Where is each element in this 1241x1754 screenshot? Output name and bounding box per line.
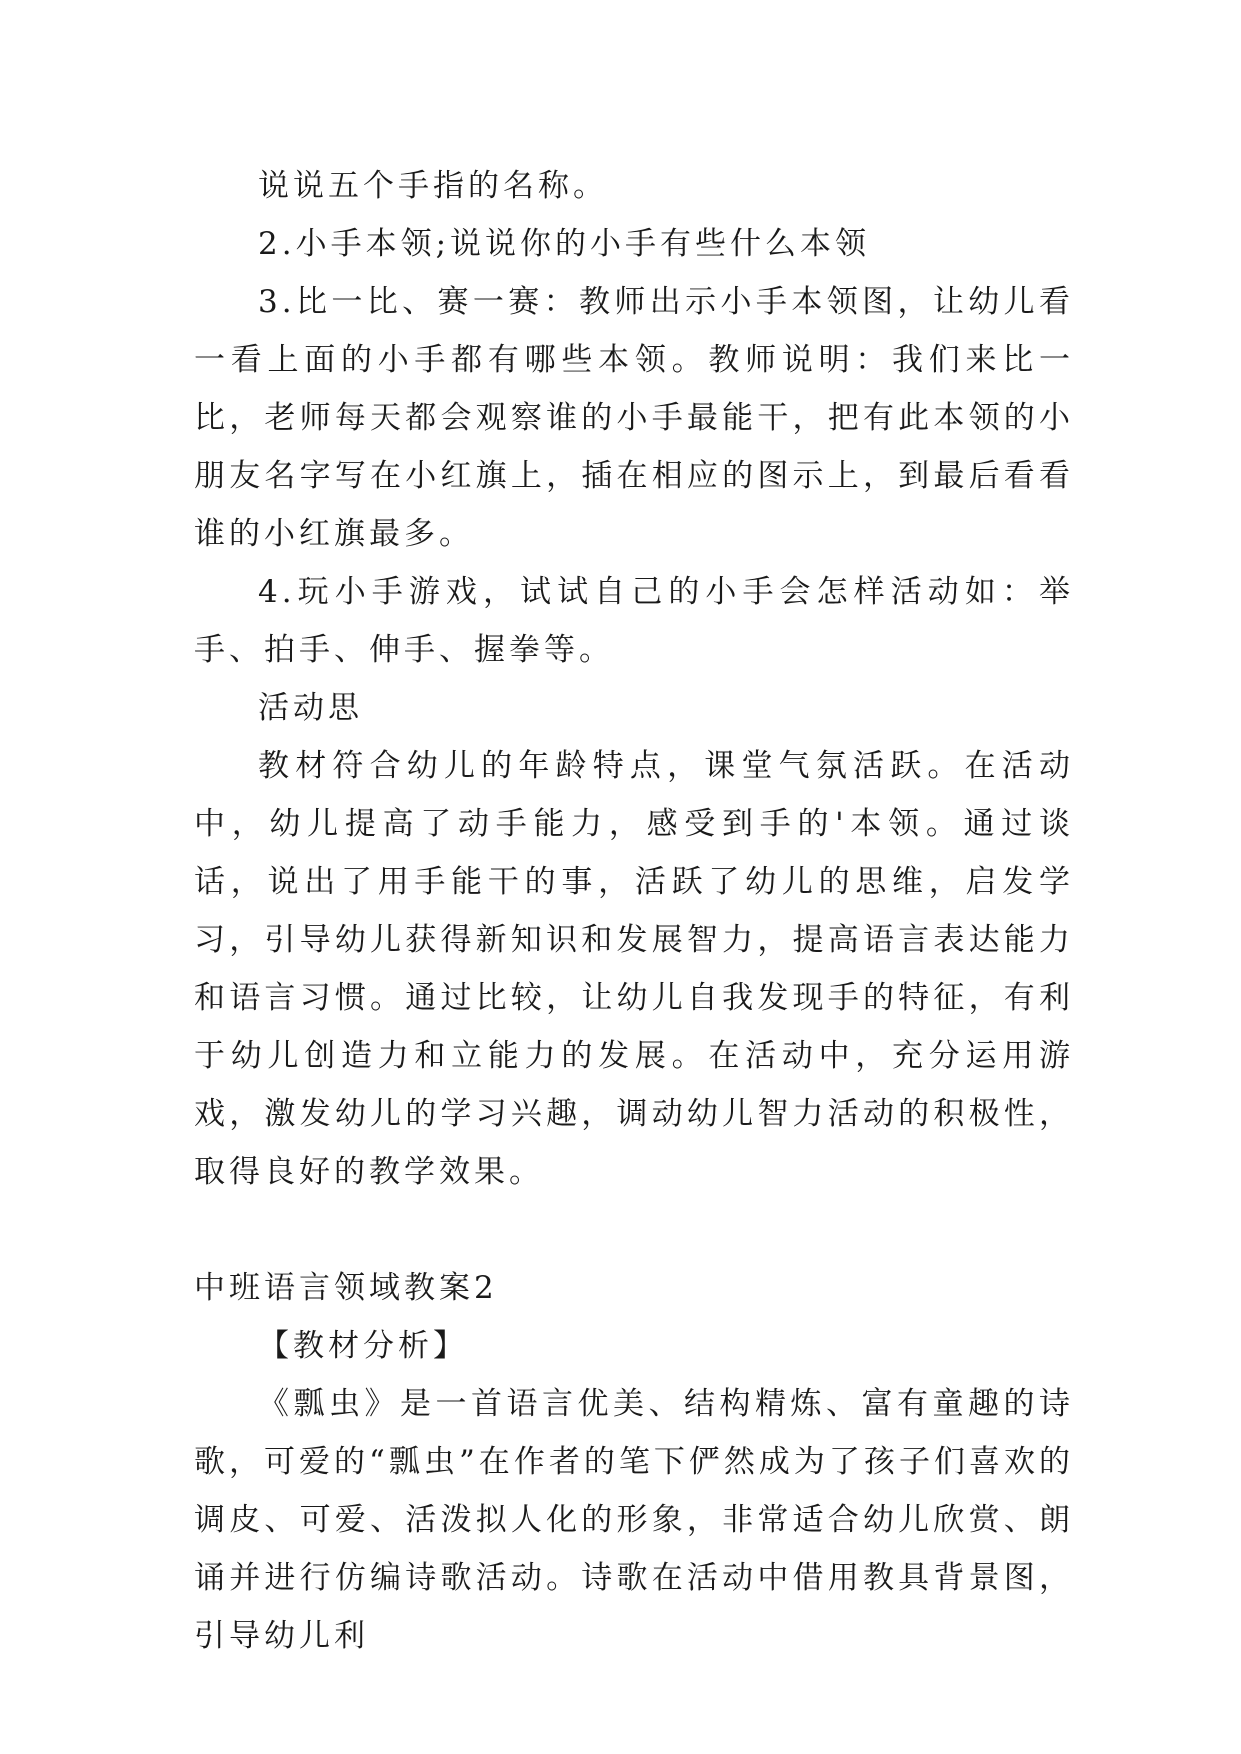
paragraph-reflection: 教材符合幼儿的年龄特点，课堂气氛活跃。在活动中，幼儿提高了动手能力，感受到手的'本领。通过谈话，说出了用手能干的事，活跃了幼儿的思维，启发学习，引导幼儿获得新知识和发展智力，提高语言表达能力和语言习惯。通过比较，让幼儿自我发现手的特征，有利于幼儿创造力和立能力的发展。在活动中，充分运用游戏，激发幼儿的学习兴趣，调动幼儿智力活动的积极性，取得良好的教学效果。 xyxy=(194,748,1074,1190)
paragraph-hand-skills: 2.小手本领;说说你的小手有些什么本领 xyxy=(258,226,871,262)
section-title: 中班语言领域教案2 xyxy=(194,1270,498,1306)
paragraph-compete: 3.比一比、赛一赛：教师出示小手本领图，让幼儿看一看上面的小手都有哪些本领。教师说明：我们来比一比，老师每天都会观察谁的小手最能干，把有此本领的小朋友名字写在小红旗上，插在相应的图示上，到最后看看谁的小红旗最多。 xyxy=(194,284,1074,552)
section-gap xyxy=(194,1201,1074,1259)
paragraph-hand-game: 4.玩小手游戏，试试自己的小手会怎样活动如：举手、拍手、伸手、握拳等。 xyxy=(194,574,1074,668)
paragraph-material-analysis: 《瓢虫》是一首语言优美、结构精炼、富有童趣的诗歌，可爱的“瓢虫”在作者的笔下俨然成为了孩子们喜欢的调皮、可爱、活泼拟人化的形象，非常适合幼儿欣赏、朗诵并进行仿编诗歌活动。诗歌在活动中借用教具背景图，引导幼儿利 xyxy=(194,1386,1074,1654)
paragraph-reflection-heading: 活动思 xyxy=(258,690,363,726)
document-body xyxy=(194,157,1074,1665)
paragraph-finger-names: 说说五个手指的名称。 xyxy=(258,168,608,204)
paragraph-material-analysis-heading: 【教材分析】 xyxy=(258,1328,468,1364)
